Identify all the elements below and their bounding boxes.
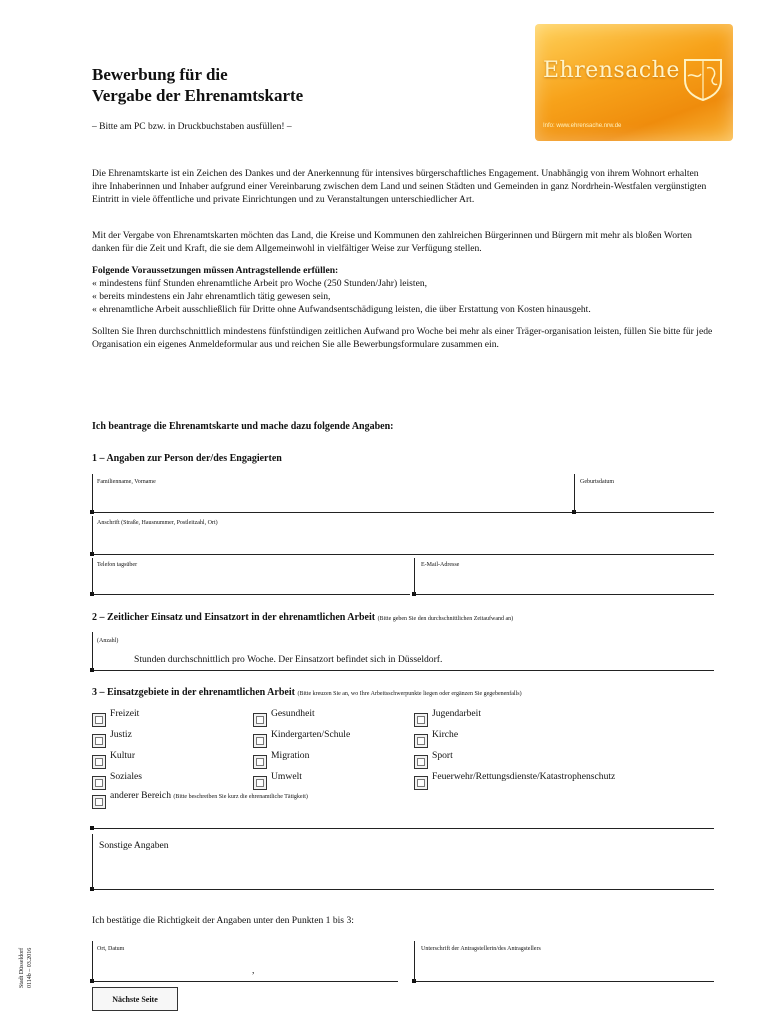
page-title: Bewerbung für die Vergabe der Ehrenamtskarte (92, 65, 304, 105)
section-2-title: 2 – Zeitlicher Einsatz und Einsatzort in der ehrenamtlichen Arbeit (Bitte geben Sie den durchschnittlichen Zeitaufwand an) (92, 612, 514, 623)
intro-paragraph-2: Mit der Vergabe von Ehrenamtskarten möchten das Land, die Kreise und Kommunen den zahlreichen Bürgerinnen und Bürgern mit mehr als bloßen Worten danken für die Zeit und Kraft, die sie dem Allgemeinwohl in vielfältiger Weise zur Verfügung stellen. (92, 230, 692, 254)
birthdate-field[interactable] (574, 474, 714, 513)
area-label: Kultur (110, 750, 136, 761)
area-label: Gesundheit (271, 708, 315, 719)
place-date-field[interactable] (92, 941, 398, 982)
birthdate-label: Geburtsdatum (580, 479, 614, 485)
requirements-title: Folgende Voraussetzungen müssen Antragstellende erfüllen: (92, 265, 339, 276)
misc-label: Sonstige Angaben (99, 840, 169, 851)
intro-paragraph-3: Sollten Sie Ihren durchschnittlich mindestens fünfstündigen zeitlichen Aufwand pro Woche bei mehr als einer Träger-organisation leisten, füllen Sie bitte für jede Organisation ein eigenes Anmeldeformular aus und reichen Sie alle Bewerbungsformulare zusammen ein. (92, 326, 713, 350)
checkbox-area[interactable] (253, 755, 267, 769)
area-label: Freizeit (110, 708, 140, 719)
signature-field[interactable] (414, 941, 714, 982)
checkbox-area[interactable] (92, 713, 106, 727)
logo-text: Ehrensache (543, 58, 680, 83)
checkbox-area[interactable] (253, 734, 267, 748)
checkbox-area[interactable] (253, 776, 267, 790)
checkbox-area[interactable] (92, 755, 106, 769)
checkbox-area[interactable] (414, 734, 428, 748)
ehrensache-logo (535, 24, 733, 141)
hours-text: Stunden durchschnittlich pro Woche. Der Einsatzort befindet sich in Düsseldorf. (134, 654, 443, 665)
area-label: Sport (432, 750, 453, 761)
logo-url: Info: www.ehrensache.nrw.de (543, 123, 622, 129)
area-label: Kirche (432, 729, 459, 740)
section-3-note: (Bitte kreuzen Sie an, wo Ihre Arbeitsschwerpunkte liegen oder ergänzen Sie gegebenenfalls) (297, 691, 522, 697)
checkbox-area[interactable] (92, 734, 106, 748)
form-intro: Ich beantrage die Ehrenamtskarte und mache dazu folgende Angaben: (92, 421, 394, 432)
other-area: anderer Bereich (Bitte beschreiben Sie kurz die ehrenamtliche Tätigkeit) (110, 790, 308, 801)
subtitle: – Bitte am PC bzw. in Druckbuchstaben ausfüllen! – (92, 122, 292, 132)
address-label: Anschrift (Straße, Hausnummer, Postleitzahl, Ort) (97, 520, 218, 526)
checkbox-area[interactable] (253, 713, 267, 727)
address-field[interactable] (92, 516, 714, 555)
requirement-1: « mindestens fünf Stunden ehrenamtliche Arbeit pro Woche (250 Stunden/Jahr) leisten, (92, 278, 428, 289)
requirement-2: « bereits mindestens ein Jahr ehrenamtlich tätig gewesen sein, (92, 291, 331, 302)
email-field[interactable] (414, 558, 714, 595)
area-label: Migration (271, 750, 310, 761)
checkbox-area[interactable] (92, 776, 106, 790)
confirm-text: Ich bestätige die Richtigkeit der Angaben unter den Punkten 1 bis 3: (92, 915, 354, 926)
section-3-title: 3 – Einsatzgebiete in der ehrenamtlichen Arbeit (Bitte kreuzen Sie an, wo Ihre Arbeitsschwerpunkte liegen oder ergänzen Sie gegebenenfalls) (92, 687, 522, 698)
checkbox-area[interactable] (414, 776, 428, 790)
count-label: (Anzahl) (97, 638, 119, 644)
area-label: Justiz (110, 729, 132, 740)
nrw-crest-icon (679, 54, 727, 102)
next-page-button[interactable]: Nächste Seite (92, 987, 178, 1011)
name-field[interactable] (92, 474, 574, 513)
checkbox-area[interactable] (414, 713, 428, 727)
misc-field[interactable] (92, 834, 714, 890)
area-label: Soziales (110, 771, 142, 782)
hours-field[interactable] (92, 632, 714, 671)
footer-imprint: Stadt Düsseldorf 0114b – 03.2016 (19, 947, 33, 988)
area-label: Kindergarten/Schule (271, 729, 351, 740)
place-date-comma: , (252, 965, 255, 976)
area-label: Feuerwehr/Rettungsdienste/Katastrophenschutz (432, 771, 616, 782)
intro-paragraph-1: Die Ehrenamtskarte ist ein Zeichen des Dankes und der Anerkennung für intensives bürgerschaftliches Engagement. Unabhängig von ihrem Wohnort erhalten ihre Inhaberinnen und Inhaber aufgrund einer Vereinbarung zwischen dem Land und seinen Städten und Gemeinden in ganz Nordrhein-Westfalen vergünstigten Eintritt in viele öffentliche und private Einrichtungen und zu Veranstaltungen unterschiedlicher Art. (92, 168, 707, 205)
other-area-field[interactable] (92, 806, 714, 829)
name-label: Familienname, Vorname (97, 479, 156, 485)
section-1-title: 1 – Angaben zur Person der/des Engagierten (92, 453, 282, 464)
section-2-note: (Bitte geben Sie den durchschnittlichen Zeitaufwand an) (377, 616, 514, 622)
place-date-label: Ort, Datum (97, 946, 125, 952)
area-label: Jugendarbeit (432, 708, 482, 719)
signature-label: Unterschrift der Antragstellerin/des Antragstellers (421, 946, 541, 952)
other-area-note: (Bitte beschreiben Sie kurz die ehrenamtliche Tätigkeit) (173, 794, 308, 800)
requirement-3: « ehrenamtliche Arbeit ausschließlich für Dritte ohne Aufwandsentschädigung leisten, die über Erstattung von Kosten hinausgeht. (92, 304, 591, 315)
phone-field[interactable] (92, 558, 410, 595)
email-label: E-Mail-Adresse (421, 562, 460, 568)
area-label: Umwelt (271, 771, 302, 782)
phone-label: Telefon tagsüber (97, 562, 138, 568)
checkbox-area[interactable] (414, 755, 428, 769)
